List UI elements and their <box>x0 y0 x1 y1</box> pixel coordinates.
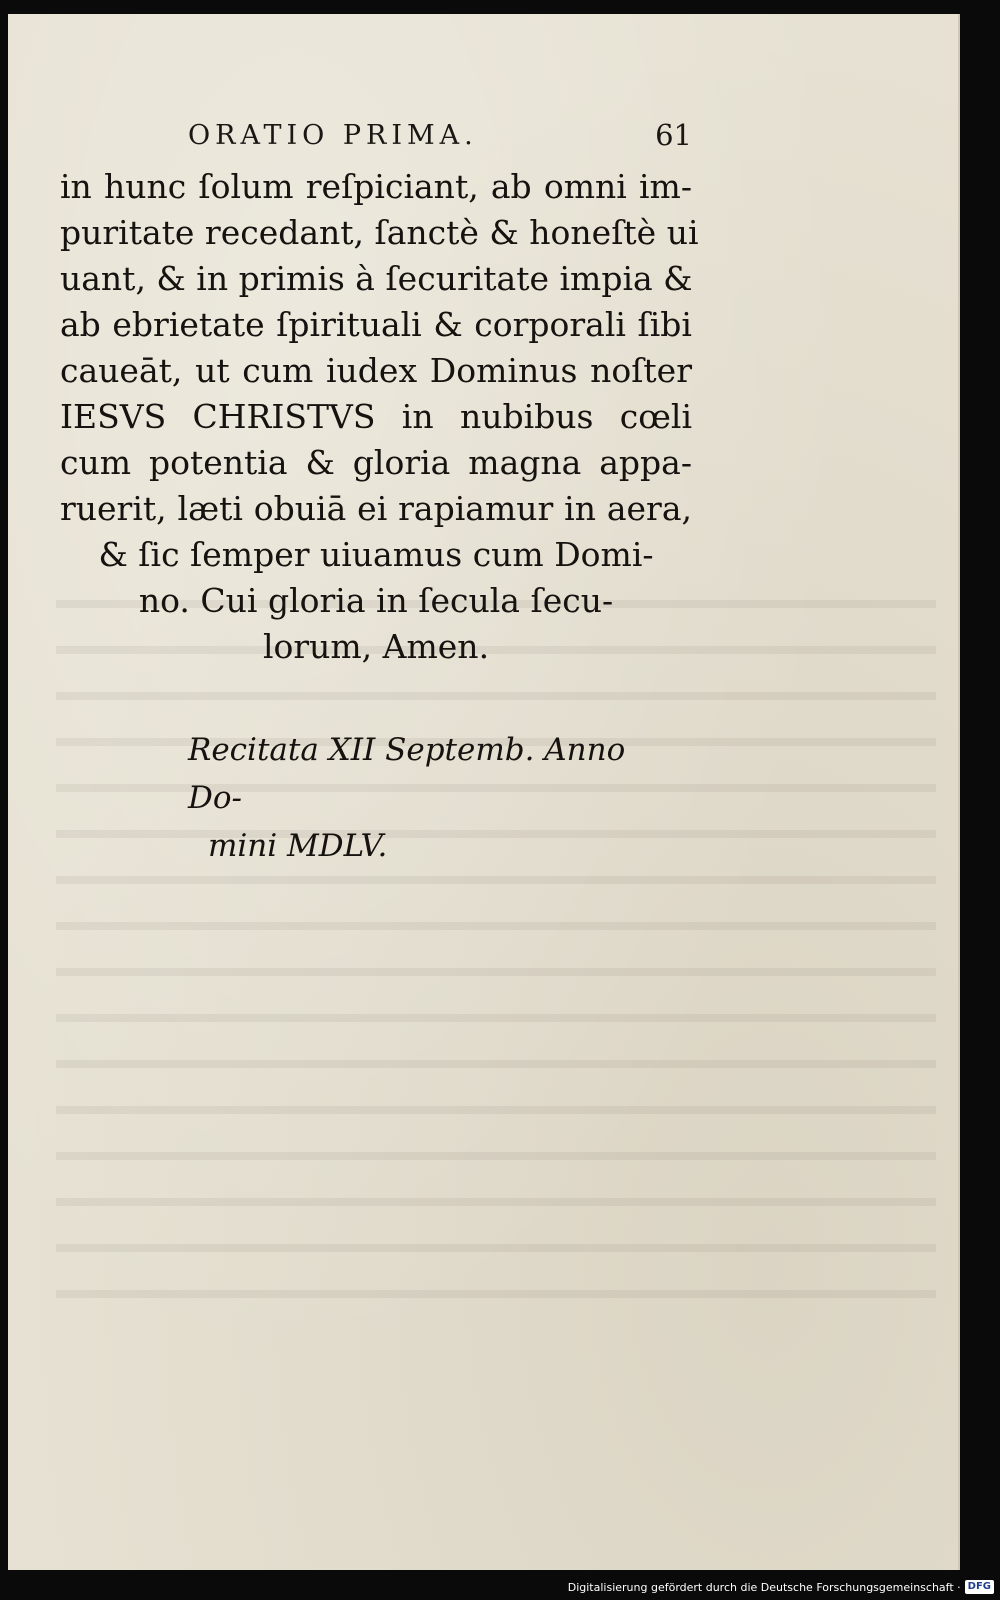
digitization-credit <box>568 1580 994 1594</box>
credit-text: Digitalisierung gefördert durch die Deutsche Forschungsgemeinschaft · <box>567 1580 961 1594</box>
colophon-line: mini MDLV. <box>208 828 388 864</box>
text-line: ruerit, læti obuiā ei rapiamur in aera, <box>60 489 692 528</box>
text-line: ab ebrietate ſpirituali & corporali ſibi <box>60 305 692 344</box>
text-line: cum potentia & gloria magna appa- <box>60 443 692 482</box>
body-text <box>60 164 699 670</box>
text-line: no. Cui gloria in ſecula ſecu- <box>138 581 614 620</box>
text-line: lorum, Amen. <box>262 627 490 666</box>
text-line: puritate recedant, ſanctè & honeſtè ui <box>60 213 699 252</box>
text-line: uant, & in primis à ſecuritate impia & <box>60 259 693 298</box>
dfg-logo: DFG <box>965 1580 994 1594</box>
text-line: in hunc ſolum reſpiciant, ab omni im- <box>60 167 692 206</box>
page-header <box>60 112 692 162</box>
book-page <box>8 14 960 1570</box>
text-line: & ſic ſemper uiuamus cum Domi- <box>98 535 654 574</box>
page-number: 61 <box>655 118 692 152</box>
running-head: ORATIO PRIMA. <box>188 120 478 151</box>
colophon <box>188 726 688 870</box>
text-line: caueāt, ut cum iudex Dominus noſter <box>60 351 692 390</box>
show-through-texture <box>56 574 936 1334</box>
text-line: IESVS CHRISTVS in nubibus cœli <box>60 397 692 436</box>
colophon-line: Recitata XII Septemb. Anno Do- <box>188 732 626 816</box>
